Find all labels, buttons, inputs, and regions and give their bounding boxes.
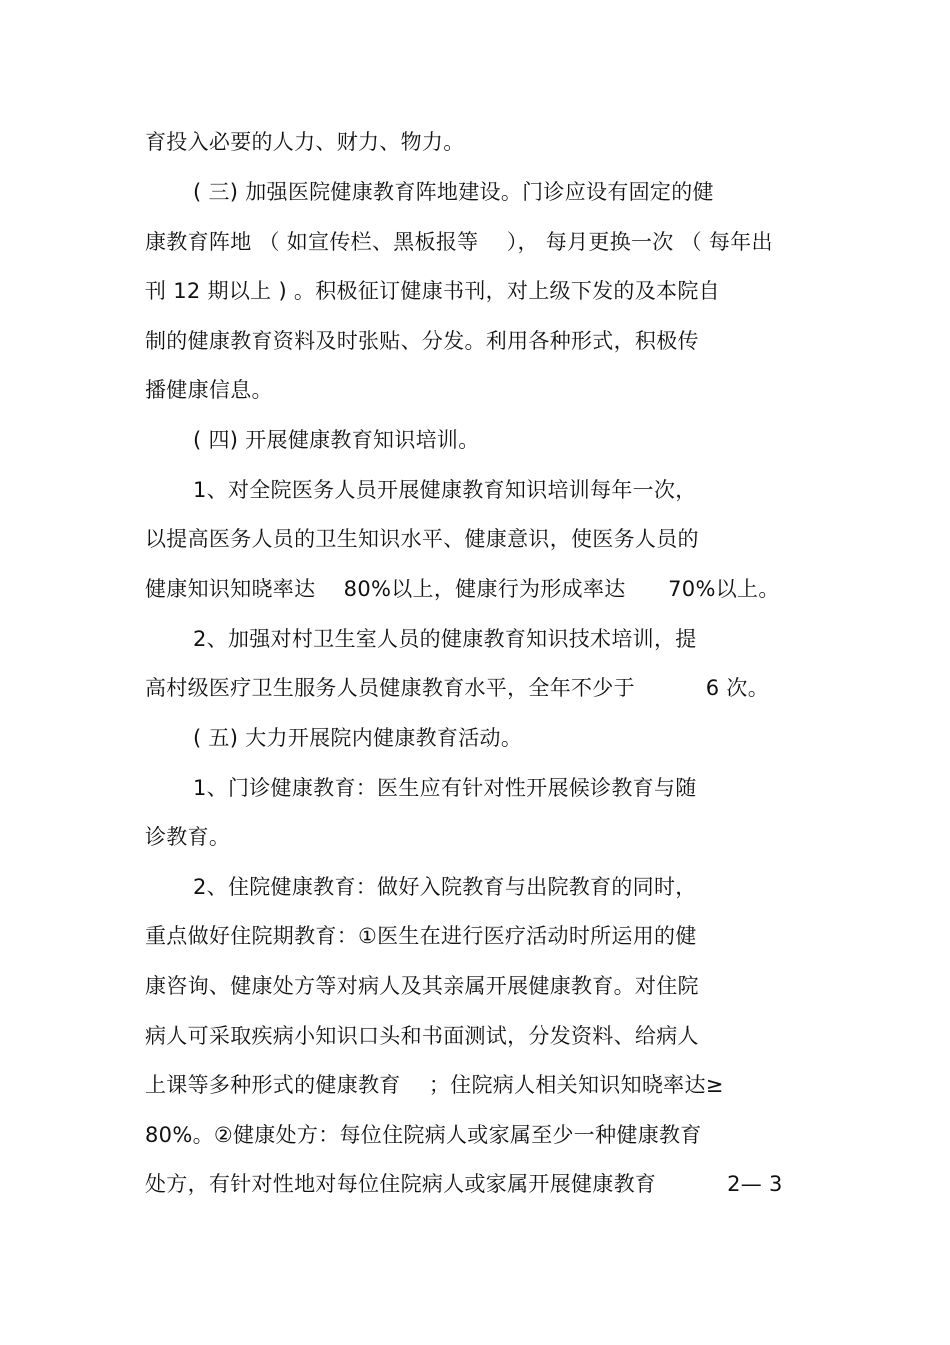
text-line: 播健康信息。 [145, 378, 273, 402]
text-line: 康教育阵地 （ 如宣传栏、黑板报等 ）， 每月更换一次 （ 每年出 [145, 230, 773, 254]
section-heading: ( 三) 加强医院健康教育阵地建设。门诊应设有固定的健 [193, 180, 714, 204]
list-item: 2、加强对村卫生室人员的健康教育知识技术培训，提 [193, 627, 697, 651]
text-line: 刊 12 期以上 ) 。积极征订健康书刊，对上级下发的及本院自 [145, 279, 720, 303]
section-heading: ( 五) 大力开展院内健康教育活动。 [193, 726, 523, 750]
text-line: 高村级医疗卫生服务人员健康教育水平，全年不少于 6 次。 [145, 676, 770, 700]
text-line: 80%。②健康处方：每位住院病人或家属至少一种健康教育 [145, 1123, 702, 1147]
text-line: 育投入必要的人力、财力、物力。 [145, 130, 465, 154]
text-line: 康咨询、健康处方等对病人及其亲属开展健康教育。对住院 [145, 974, 699, 998]
list-item: 1、对全院医务人员开展健康教育知识培训每年一次， [193, 478, 697, 502]
text-line: 处方，有针对性地对每位住院病人或家属开展健康教育 2— 3 [145, 1172, 783, 1196]
text-line: 诊教育。 [145, 825, 231, 849]
text-line: 病人可采取疾病小知识口头和书面测试，分发资料、给病人 [145, 1024, 699, 1048]
list-item: 2、住院健康教育：做好入院教育与出院教育的同时， [193, 875, 697, 899]
text-line: 健康知识知晓率达 80%以上，健康行为形成率达 70%以上。 [145, 577, 780, 601]
text-line: 重点做好住院期教育：①医生在进行医疗活动时所运用的健 [145, 924, 697, 948]
list-item: 1、门诊健康教育：医生应有针对性开展候诊教育与随 [193, 776, 697, 800]
text-line: 以提高医务人员的卫生知识水平、健康意识，使医务人员的 [145, 527, 699, 551]
text-line: 制的健康教育资料及时张贴、分发。利用各种形式，积极传 [145, 329, 699, 353]
section-heading: ( 四) 开展健康教育知识培训。 [193, 428, 480, 452]
text-line: 上课等多种形式的健康教育 ；住院病人相关知识知晓率达≥ [145, 1073, 724, 1097]
